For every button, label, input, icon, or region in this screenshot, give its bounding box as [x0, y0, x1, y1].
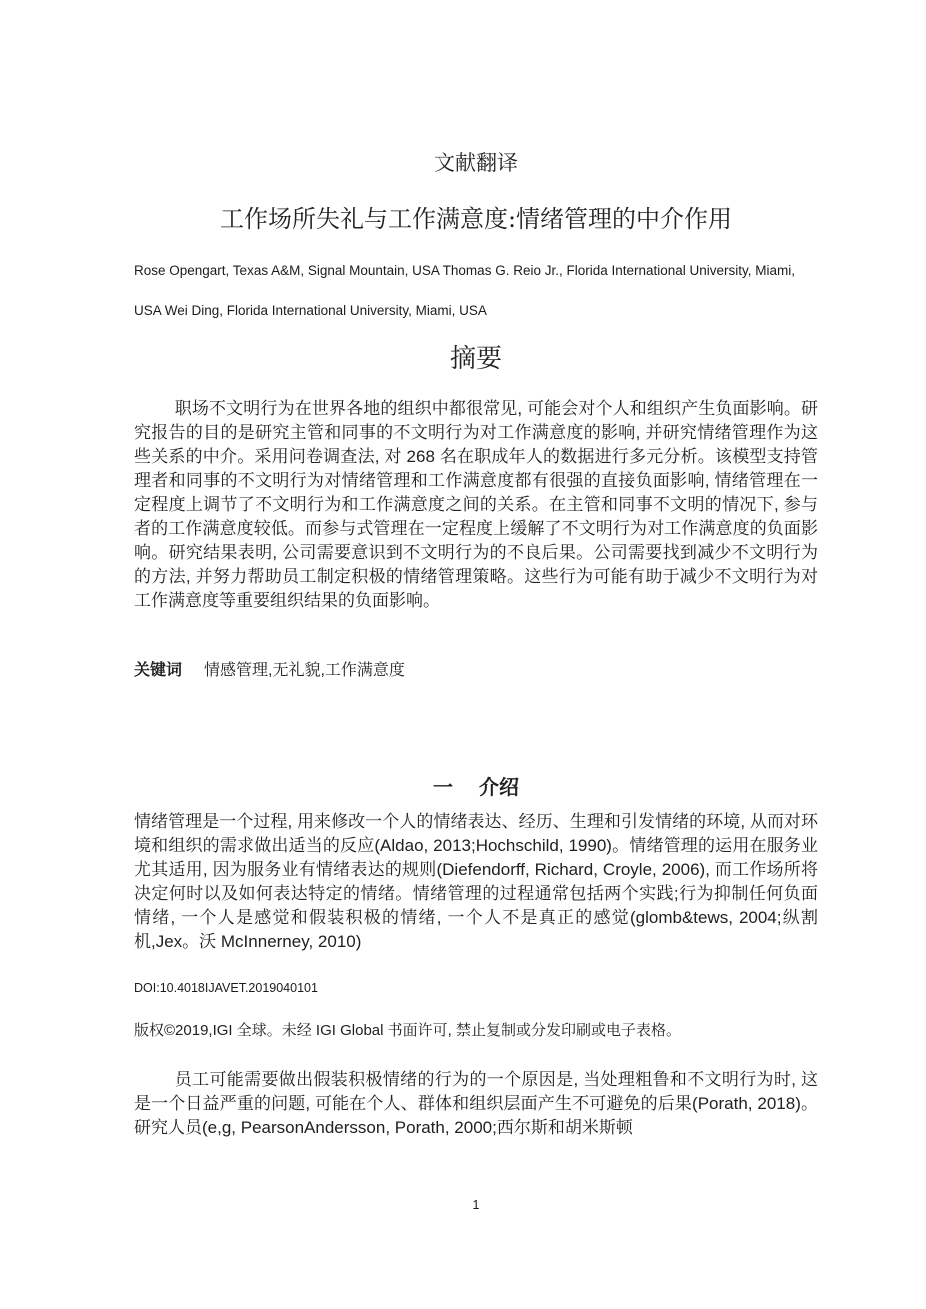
authors-line: Rose Opengart, Texas A&M, Signal Mountain, USA Thomas G. Reio Jr., Florida International University, Miami, USA Wei Ding, Florida International University, Miami, USA [134, 263, 796, 318]
copyright-line: 版权©2019,IGI 全球。未经 IGI Global 书面许可, 禁止复制或分发印刷或电子表格。 [134, 1022, 681, 1039]
page-number: 1 [472, 1198, 480, 1212]
section-number: 一 [433, 777, 453, 799]
doc-subtitle: 工作场所失礼与工作满意度:情绪管理的中介作用 [219, 205, 733, 233]
keywords-text: 情感管理,无礼貌,工作满意度 [204, 662, 405, 679]
doc-title: 文献翻译 [434, 151, 518, 175]
section-title: 介绍 [479, 777, 519, 799]
body-paragraph: 员工可能需要做出假装积极情绪的行为的一个原因是, 当处理粗鲁和不文明行为时, 这是一个日益严重的问题, 可能在个人、群体和组织层面产生不可避免的后果(Porath, 2018)。研究人员(e,g, PearsonAndersson, Porath, 2000;西尔斯和胡米斯顿 [134, 1070, 818, 1137]
keywords-label: 关键词 [134, 662, 183, 679]
abstract-heading: 摘要 [449, 344, 502, 374]
keywords-line [134, 660, 818, 682]
abstract-paragraph: 职场不文明行为在世界各地的组织中都很常见, 可能会对个人和组织产生负面影响。研究报告的目的是研究主管和同事的不文明行为对工作满意度的影响, 并研究情绪管理作为这些关系的中介。采用问卷调查法, 对 268 名在职成年人的数据进行多元分析。该模型支持管理者和同事的不文明行为对情绪管理和工作满意度都有很强的直接负面影响, 情绪管理在一定程度上调节了不文明行为和工作满意度之间的关系。在主管和同事不文明的情况下, 参与者的工作满意度较低。而参与式管理在一定程度上缓解了不文明行为对工作满意度的负面影响。研究结果表明, 公司需要意识到不文明行为的不良后果。公司需要找到减少不文明行为的方法, 并努力帮助员工制定积极的情绪管理策略。这些行为可能有助于减少不文明行为对工作满意度等重要组织结果的负面影响。 [134, 399, 818, 610]
doi-line: DOI:10.4018IJAVET.2019040101 [134, 981, 318, 995]
section-heading-introduction [134, 774, 818, 802]
introduction-paragraph: 情绪管理是一个过程, 用来修改一个人的情绪表达、经历、生理和引发情绪的环境, 从而对环境和组织的需求做出适当的反应(Aldao, 2013;Hochschild, 1990)。情绪管理的运用在服务业尤其适用, 因为服务业有情绪表达的规则(Diefendorff, Richard, Croyle, 2006), 而工作场所将决定何时以及如何表达特定的情绪。情绪管理的过程通常包括两个实践;行为抑制任何负面情绪, 一个人是感觉和假装积极的情绪, 一个人不是真正的感觉(glomb&tews, 2004;纵割机,Jex。沃 McInnerney, 2010) [134, 812, 818, 951]
